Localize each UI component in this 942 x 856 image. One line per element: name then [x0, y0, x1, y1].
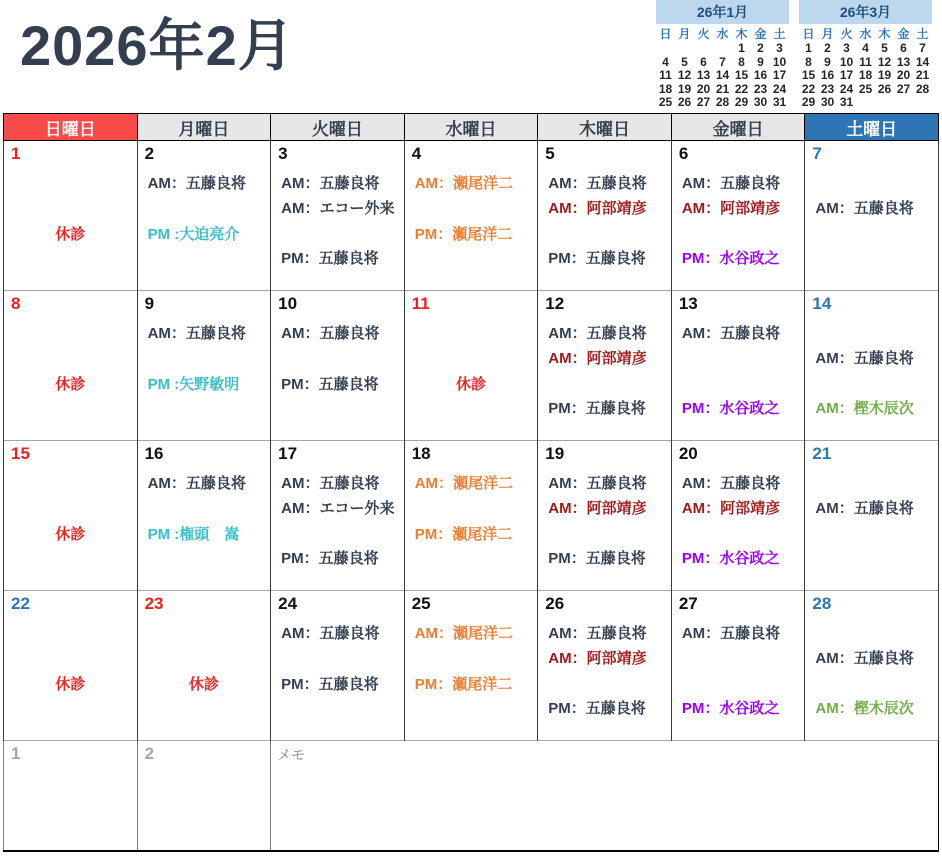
weekday-header-row [4, 114, 939, 141]
day-cell-28[interactable] [805, 591, 939, 741]
mini-day: 25 [658, 95, 673, 109]
day-cell-3[interactable] [271, 141, 405, 291]
schedule-entry: PM：五藤良将 [548, 550, 646, 567]
mini-day: 17 [772, 68, 787, 82]
day-number: 4 [411, 144, 422, 163]
day-cell-26[interactable] [538, 591, 672, 741]
day-cell-23[interactable] [137, 591, 271, 741]
page-title: 2026年2月 [20, 14, 295, 77]
mini-calendar-prev-month [656, 0, 789, 110]
day-cell-27[interactable] [671, 591, 805, 741]
closed-label: 休診 [188, 676, 219, 693]
mini-day: 29 [801, 95, 816, 109]
day-number: 19 [545, 444, 565, 463]
schedule-entry: AM：五藤良将 [681, 625, 781, 642]
mini-day: 4 [862, 41, 869, 55]
day-cell-17[interactable] [271, 441, 405, 591]
mini-calendars [656, 0, 932, 110]
calendar-week-row [4, 591, 939, 741]
day-number: 12 [545, 294, 565, 313]
schedule-entry: AM：五藤良将 [548, 325, 647, 342]
schedule-entry: AM：阿部靖彦 [548, 200, 647, 217]
mini-day: 15 [734, 68, 749, 82]
day-cell-18[interactable] [404, 441, 538, 591]
schedule-entry: PM：瀬尾洋二 [414, 526, 513, 543]
mini-day: 14 [915, 54, 930, 69]
weekday-header-weekday: 木曜日 [538, 114, 672, 141]
mini-day: 19 [877, 68, 892, 82]
day-cell-9[interactable] [137, 291, 271, 441]
day-number: 8 [11, 294, 21, 313]
day-number: 15 [11, 444, 30, 463]
calendar-week-row [4, 291, 939, 441]
mini-day: 21 [715, 81, 730, 96]
schedule-entry: AM：瀬尾洋二 [414, 475, 514, 492]
day-cell-21[interactable] [805, 441, 939, 591]
closed-label: 休診 [55, 676, 86, 693]
schedule-entry: AM：五藤良将 [815, 650, 914, 667]
mini-day: 8 [738, 54, 745, 69]
mini-day: 5 [681, 54, 688, 69]
schedule-entry: PM :大迫亮介 [147, 226, 240, 243]
schedule-entry: PM：五藤良将 [548, 250, 646, 267]
mini-day: 13 [696, 68, 711, 82]
mini-day-empty [675, 42, 694, 56]
mini-day: 3 [776, 41, 783, 55]
schedule-entry: AM：阿部靖彦 [548, 650, 647, 667]
schedule-entry: AM：五藤良将 [815, 200, 914, 217]
mini-day: 10 [839, 54, 854, 69]
memo-label: メモ [277, 747, 306, 763]
day-cell-12[interactable] [538, 291, 672, 441]
day-cell-13[interactable] [671, 291, 805, 441]
mini-calendar-grid [656, 27, 789, 110]
mini-day-empty [656, 42, 675, 56]
day-cell-10[interactable] [271, 291, 405, 441]
day-cell-25[interactable] [404, 591, 538, 741]
mini-day: 2 [757, 41, 764, 55]
schedule-entry: AM：阿部靖彦 [548, 350, 647, 367]
schedule-entry: PM :権頭 嵩 [147, 526, 240, 543]
closed-label: 休診 [55, 376, 86, 393]
mini-day: 20 [896, 68, 911, 82]
schedule-entry: AM：五藤良将 [548, 175, 647, 192]
schedule-entry: AM：阿部靖彦 [681, 500, 781, 517]
mini-day: 22 [801, 81, 816, 96]
day-number: 14 [812, 294, 832, 313]
mini-day: 30 [820, 95, 835, 109]
mini-day: 30 [753, 95, 768, 109]
footer-row [4, 741, 939, 851]
day-cell-5[interactable] [538, 141, 672, 291]
schedule-entry: AM：五藤良将 [147, 475, 246, 492]
schedule-entry: PM：瀬尾洋二 [414, 676, 513, 693]
mini-day: 1 [805, 41, 812, 55]
mini-day: 19 [677, 81, 692, 96]
schedule-entry: AM：エコー外来 [281, 500, 395, 517]
mini-day: 8 [805, 54, 812, 69]
day-number: 16 [144, 444, 164, 463]
schedule-entry: PM：五藤良将 [548, 700, 646, 717]
schedule-entry: PM：五藤良将 [281, 676, 379, 693]
mini-day: 9 [757, 54, 764, 69]
mini-day: 12 [877, 54, 892, 69]
closed-label: 休診 [55, 526, 86, 543]
main-calendar [3, 113, 939, 852]
day-number: 11 [411, 294, 430, 313]
day-number: 27 [678, 594, 698, 613]
mini-weekday-label: 火 [840, 27, 853, 41]
day-cell-22[interactable] [4, 591, 138, 741]
mini-weekday-label: 土 [773, 27, 786, 41]
mini-day: 16 [820, 68, 835, 82]
mini-day: 5 [881, 41, 888, 55]
mini-day: 17 [839, 68, 854, 82]
schedule-entry: AM：樫木辰次 [815, 400, 914, 417]
mini-weekday-label: 水 [716, 27, 729, 41]
day-number: 1 [11, 144, 21, 163]
day-number: 17 [278, 444, 298, 463]
weekday-header-weekday: 月曜日 [137, 114, 271, 141]
schedule-entry: AM：阿部靖彦 [548, 500, 647, 517]
mini-day-empty [694, 42, 713, 56]
schedule-entry: AM：五藤良将 [281, 175, 380, 192]
mini-day: 24 [772, 81, 787, 96]
day-number: 28 [812, 594, 832, 613]
mini-day: 23 [820, 81, 835, 96]
next-month-day-number: 2 [144, 744, 155, 763]
schedule-entry: AM：五藤良将 [815, 350, 914, 367]
schedule-entry: PM :矢野敏明 [147, 376, 240, 393]
mini-day: 1 [738, 41, 745, 55]
day-cell-7[interactable] [805, 141, 939, 291]
mini-day: 13 [896, 54, 911, 69]
day-cell-2[interactable] [137, 141, 271, 291]
mini-day: 14 [715, 68, 730, 82]
calendar-week-row [4, 441, 939, 591]
weekday-header-sat: 土曜日 [805, 114, 939, 141]
mini-weekday-label: 金 [754, 27, 767, 41]
mini-weekday-label: 日 [659, 27, 672, 41]
schedule-entry: PM：水谷政之 [681, 400, 780, 417]
day-number: 24 [278, 594, 298, 613]
mini-day: 25 [858, 81, 873, 96]
mini-day: 31 [839, 95, 854, 109]
next-month-day-cell-1[interactable] [4, 741, 138, 851]
day-cell-6[interactable] [671, 141, 805, 291]
schedule-entry: AM：エコー外来 [281, 200, 395, 217]
schedule-entry: PM：五藤良将 [548, 400, 646, 417]
schedule-entry: AM：五藤良将 [548, 625, 647, 642]
day-cell-24[interactable] [271, 591, 405, 741]
mini-day: 4 [662, 54, 669, 69]
day-cell-1[interactable] [4, 141, 138, 291]
schedule-entry: AM：五藤良将 [281, 625, 380, 642]
mini-day: 6 [700, 54, 707, 69]
schedule-entry: AM：樫木辰次 [815, 700, 914, 717]
mini-day: 28 [715, 95, 730, 109]
day-cell-8[interactable] [4, 291, 138, 441]
mini-day: 2 [824, 41, 831, 55]
mini-calendar-title: 26年1月 [656, 0, 789, 24]
day-cell-11[interactable] [404, 291, 538, 441]
mini-day: 3 [843, 41, 850, 55]
schedule-entry: PM：五藤良将 [281, 550, 379, 567]
schedule-entry: PM：水谷政之 [681, 700, 780, 717]
schedule-entry: PM：水谷政之 [681, 550, 780, 567]
schedule-entry: PM：水谷政之 [681, 250, 780, 267]
schedule-entry: PM：瀬尾洋二 [414, 226, 513, 243]
day-cell-14[interactable] [805, 291, 939, 441]
mini-weekday-label: 日 [802, 27, 815, 41]
schedule-entry: AM：瀬尾洋二 [414, 625, 514, 642]
mini-weekday-label: 月 [821, 27, 834, 41]
mini-weekday-label: 木 [878, 27, 891, 41]
schedule-entry: AM：阿部靖彦 [681, 200, 781, 217]
mini-day: 21 [915, 68, 930, 82]
next-month-day-cell-2[interactable] [137, 741, 271, 851]
mini-day: 27 [696, 95, 711, 109]
day-number: 13 [678, 294, 698, 313]
schedule-entry: AM：五藤良将 [147, 325, 246, 342]
mini-calendar-title: 26年3月 [799, 0, 932, 24]
closed-label: 休診 [55, 226, 86, 243]
mini-day: 22 [734, 81, 749, 96]
mini-day: 18 [658, 81, 673, 96]
mini-day: 20 [696, 81, 711, 96]
mini-day: 6 [900, 41, 907, 55]
mini-day: 18 [858, 68, 873, 82]
day-number: 21 [812, 444, 832, 463]
day-number: 20 [678, 444, 698, 463]
mini-day-empty [856, 96, 875, 110]
schedule-entry: AM：五藤良将 [681, 325, 781, 342]
mini-day: 24 [839, 81, 854, 96]
schedule-entry: AM：五藤良将 [815, 500, 914, 517]
schedule-entry: AM：瀬尾洋二 [414, 175, 514, 192]
day-cell-4[interactable] [404, 141, 538, 291]
mini-day: 9 [824, 54, 831, 69]
mini-day-empty [713, 42, 732, 56]
weekday-header-weekday: 火曜日 [271, 114, 405, 141]
mini-day: 31 [772, 95, 787, 109]
mini-day: 11 [859, 54, 872, 69]
mini-weekday-label: 木 [735, 27, 748, 41]
day-cell-16[interactable] [137, 441, 271, 591]
mini-day: 29 [734, 95, 749, 109]
day-number: 7 [812, 144, 822, 163]
schedule-entry: AM：五藤良将 [281, 325, 380, 342]
day-number: 9 [144, 294, 155, 313]
mini-day: 23 [753, 81, 768, 96]
schedule-entry: AM：五藤良将 [281, 475, 380, 492]
day-number: 25 [411, 594, 431, 613]
mini-day: 26 [677, 95, 692, 109]
day-number: 10 [278, 294, 298, 313]
schedule-entry: AM：五藤良将 [681, 175, 781, 192]
day-number: 5 [545, 144, 555, 163]
day-number: 26 [545, 594, 565, 613]
mini-weekday-label: 月 [678, 27, 691, 41]
mini-day: 12 [677, 68, 692, 82]
day-number: 2 [144, 144, 155, 163]
day-number: 3 [278, 144, 288, 163]
mini-calendar-grid [799, 27, 932, 110]
weekday-header-sun: 日曜日 [4, 114, 138, 141]
day-cell-20[interactable] [671, 441, 805, 591]
schedule-entry: AM：五藤良将 [147, 175, 246, 192]
closed-label: 休診 [455, 376, 486, 393]
schedule-entry: AM：五藤良将 [681, 475, 781, 492]
mini-day-empty [875, 96, 894, 110]
memo-cell[interactable] [271, 741, 939, 851]
calendar-week-row [4, 141, 939, 291]
mini-calendar-next-month [799, 0, 932, 110]
mini-day: 11 [659, 68, 672, 82]
mini-day-empty [913, 96, 932, 110]
day-number: 23 [144, 594, 164, 613]
mini-day: 7 [719, 54, 726, 69]
day-number: 6 [678, 144, 689, 163]
mini-weekday-label: 金 [897, 27, 910, 41]
weekday-header-weekday: 金曜日 [671, 114, 805, 141]
mini-day: 26 [877, 81, 892, 96]
schedule-entry: AM：五藤良将 [548, 475, 647, 492]
mini-weekday-label: 火 [697, 27, 710, 41]
mini-weekday-label: 土 [916, 27, 929, 41]
mini-day-empty [894, 96, 913, 110]
weekday-header-weekday: 水曜日 [404, 114, 538, 141]
mini-day: 28 [915, 81, 930, 96]
mini-weekday-label: 水 [859, 27, 872, 41]
next-month-day-number: 1 [11, 744, 21, 763]
day-cell-15[interactable] [4, 441, 138, 591]
schedule-entry: PM：五藤良将 [281, 376, 379, 393]
mini-day: 15 [801, 68, 816, 82]
day-cell-19[interactable] [538, 441, 672, 591]
day-number: 18 [411, 444, 431, 463]
schedule-entry: PM：五藤良将 [281, 250, 379, 267]
mini-day: 7 [919, 41, 926, 55]
mini-day: 16 [753, 68, 768, 82]
mini-day: 27 [896, 81, 911, 96]
day-number: 22 [11, 594, 30, 613]
mini-day: 10 [772, 54, 787, 69]
